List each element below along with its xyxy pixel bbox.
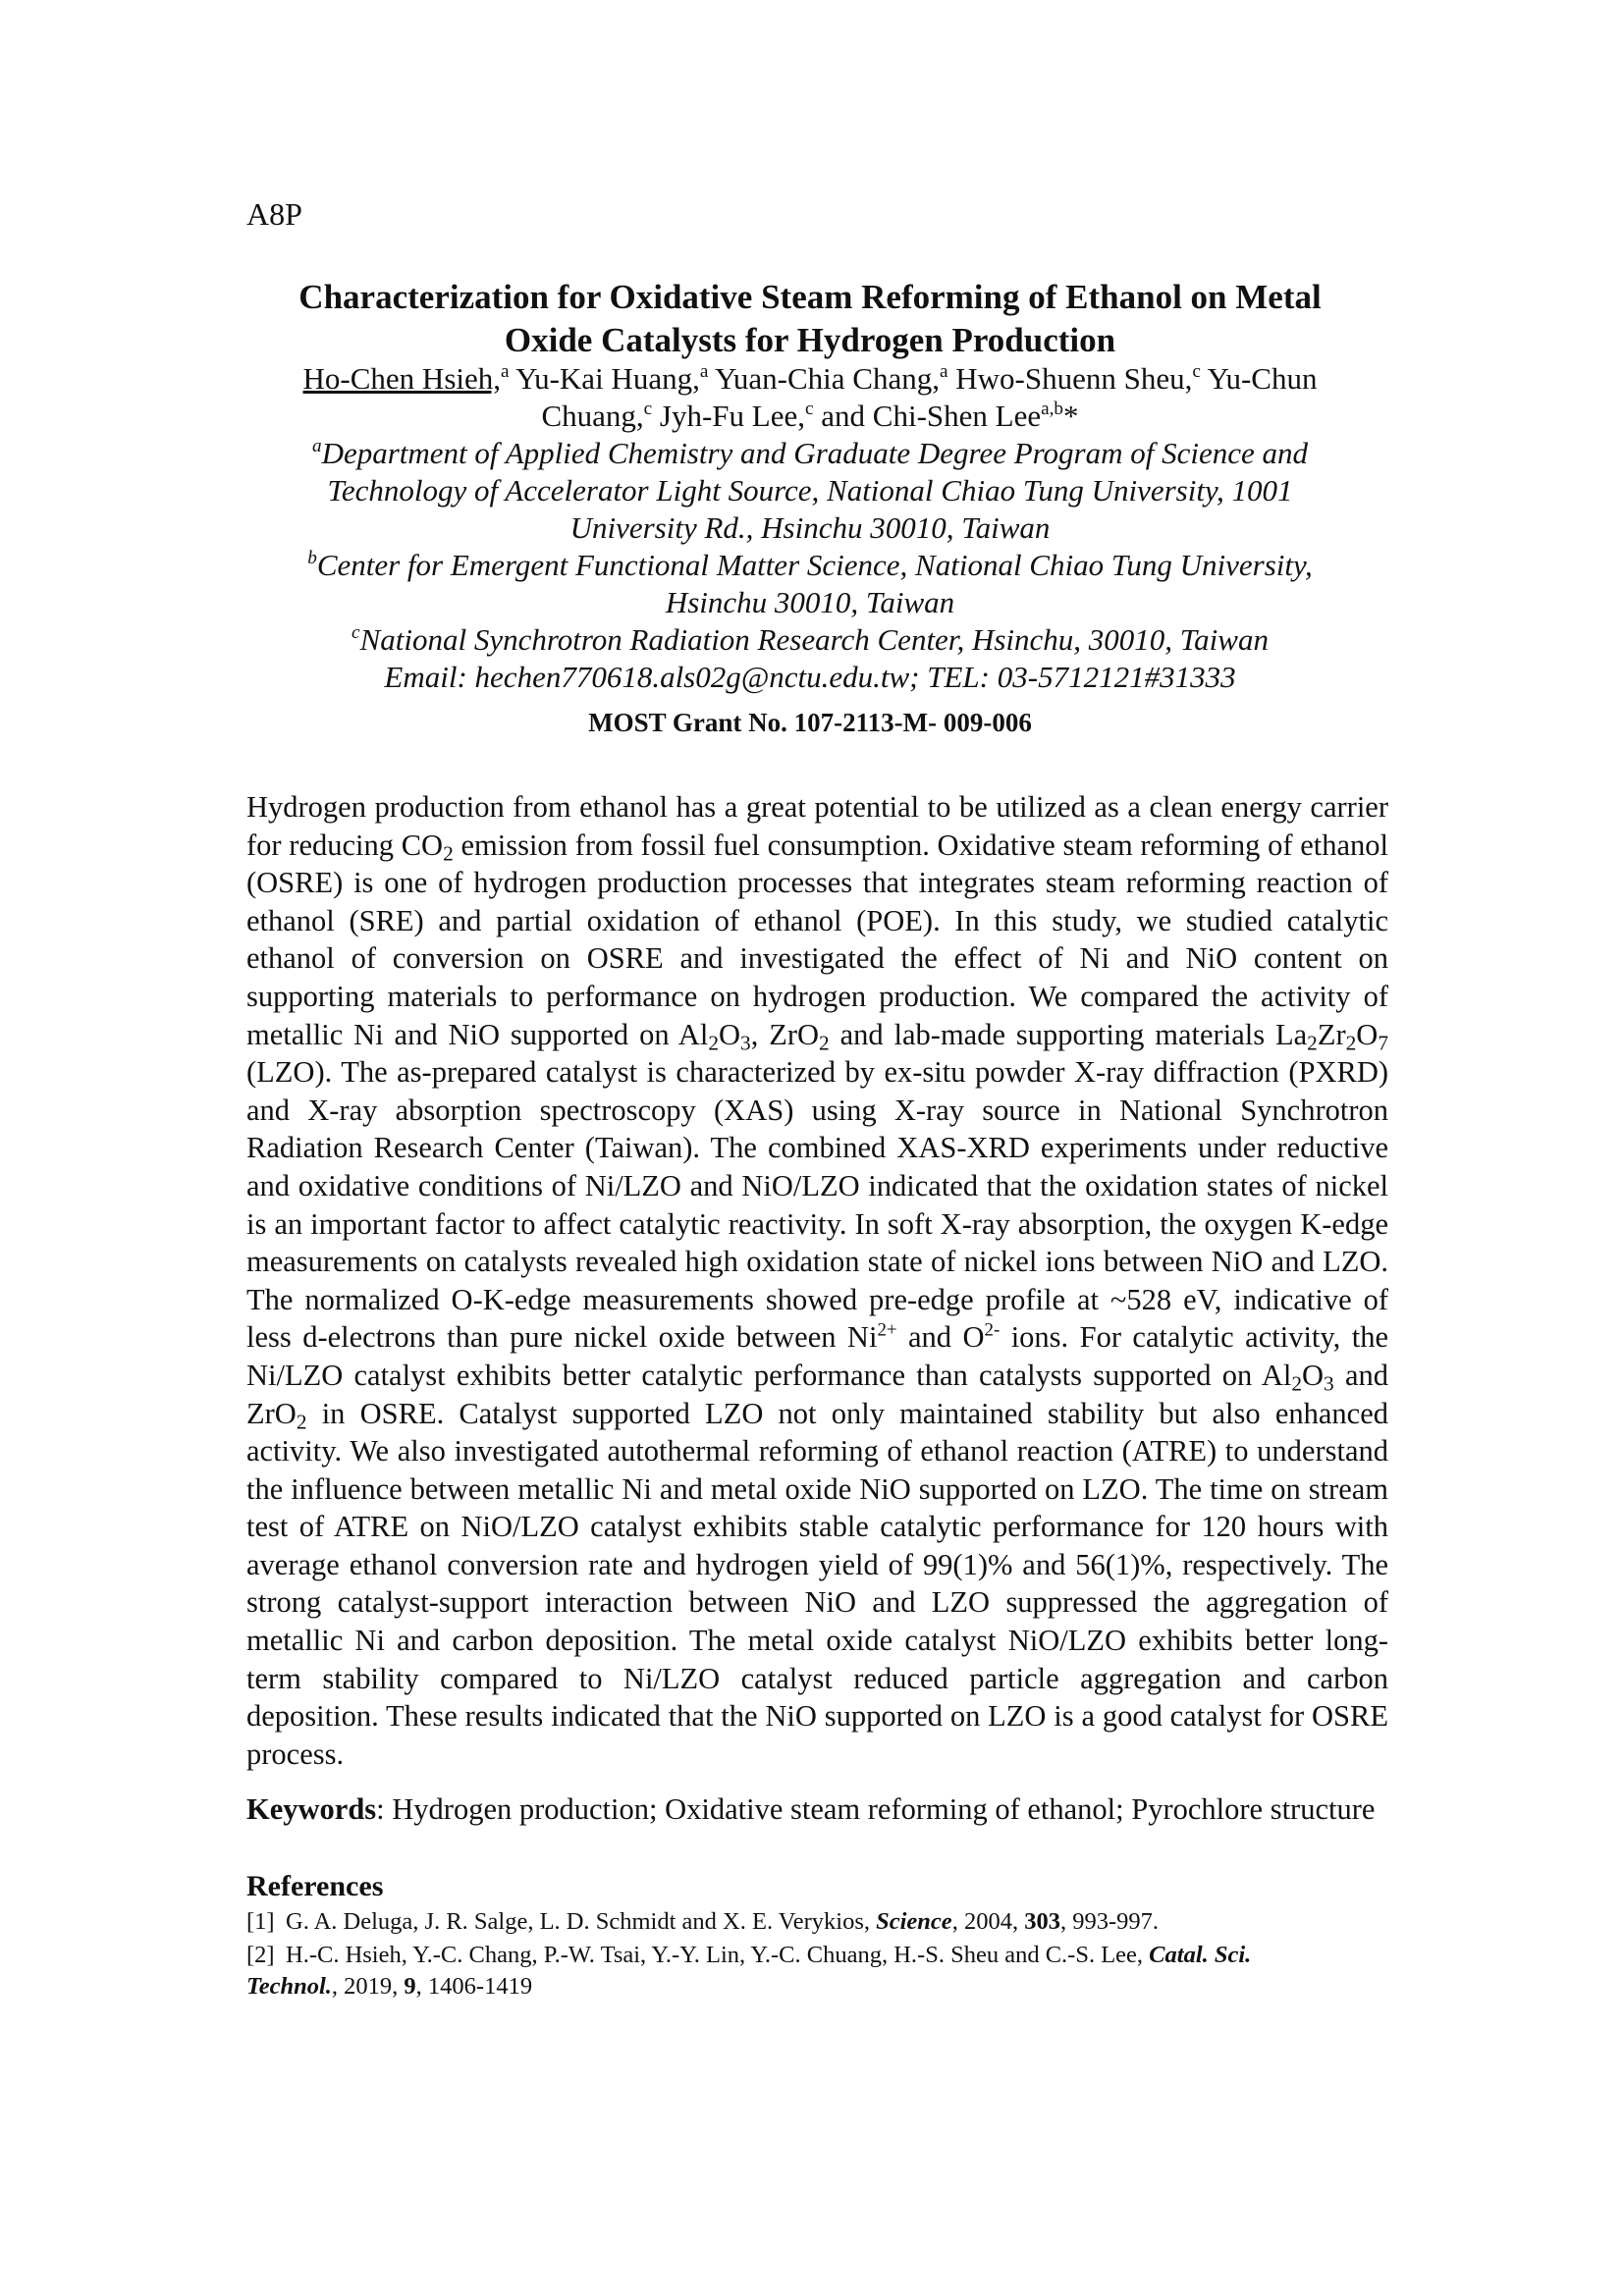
author-list-line-2 xyxy=(177,398,1443,435)
affiliation-a-line-3: University Rd., Hsinchu 30010, Taiwan xyxy=(569,510,1051,545)
affil-mark: c xyxy=(1192,361,1201,383)
grant-number: MOST Grant No. 107-2113-M- 009-006 xyxy=(588,708,1032,737)
affil-mark: a xyxy=(939,361,948,383)
keywords-label: Keywords xyxy=(246,1792,377,1826)
affiliation-b-line-2: Hsinchu 30010, Taiwan xyxy=(665,585,955,619)
paper-title-line-1: Characterization for Oxidative Steam Reforming of Ethanol on Metal xyxy=(298,278,1322,316)
author: Chuang, xyxy=(541,399,644,433)
author-list-line-1 xyxy=(177,360,1443,398)
references-heading: References xyxy=(246,1870,384,1902)
reference-item: [2] H.-C. Hsieh, Y.-C. Chang, P.-W. Tsai, Y.-Y. Lin, Y.-C. Chuang, H.-S. Sheu and C.-S. Lee, Catal. Sci. xyxy=(246,1942,1252,1968)
paper-title-line-2: Oxide Catalysts for Hydrogen Production xyxy=(504,321,1116,359)
author: Jyh-Fu Lee, xyxy=(652,399,805,433)
author: Hwo-Shuenn Sheu, xyxy=(947,361,1193,396)
author: and Chi-Shen Lee xyxy=(813,399,1042,433)
affil-mark: a xyxy=(699,361,709,383)
affiliation-a-line-1: $^a$Department of Applied Chemistry and Graduate Degree Program of Science and xyxy=(311,436,1309,470)
affil-mark: a,b xyxy=(1041,399,1064,420)
keywords-text: : Hydrogen production; Oxidative steam reforming of ethanol; Pyrochlore structure xyxy=(376,1792,1376,1826)
contact-email-line: Email: hechen770618.als02g@nctu.edu.tw; TEL: 03-5712121#31333 xyxy=(384,660,1236,694)
abstract-body xyxy=(246,788,1388,1773)
keywords xyxy=(246,1790,1388,1829)
affil-mark: c xyxy=(805,399,814,420)
corresponding-mark: * xyxy=(1063,399,1079,433)
reference-item: [1] G. A. Deluga, J. R. Salge, L. D. Schmidt and X. E. Verykios, Science, 2004, 303, 993-997. xyxy=(246,1908,1159,1935)
affiliation-c-line-1: $^c$National Synchrotron Radiation Research Center, Hsinchu, 30010, Taiwan xyxy=(352,622,1269,657)
author: Yu-Chun xyxy=(1200,361,1318,396)
author: Yuan-Chia Chang, xyxy=(708,361,940,396)
abstract-paragraph: Hydrogen production from ethanol has a great potential to be utilized as a clean energy carrier for reducing $CO_2$ emission from fossil fuel consumption. Oxidative steam reforming of ethanol (OSRE) is one of hydrogen production processes that integrates steam reforming reaction of ethanol (SRE) and partial oxidation of ethanol (POE). In this study, we studied catalytic ethanol of conversion on OSRE and investigated the effect of Ni and NiO content on supporting materials to performance on hydrogen production. We compared the activity of metallic Ni and NiO supported on $Al_2O_3$, ZrO$_2$ and lab-made supporting materials $La_2Zr_2O_7$ (LZO). The as-prepared catalyst is characterized by ex-situ powder X-ray diffraction (PXRD) and X-ray absorption spectroscopy (XAS) using X-ray source in National Synchrotron Radiation Research Center (Taiwan). The combined XAS-XRD experiments under reductive and oxidative conditions of Ni/LZO and NiO/LZO indicated that the oxidation states of nickel is an important factor to affect catalytic reactivity. In soft X-ray absorption, the oxygen K-edge measurements on catalysts revealed high oxidation state of nickel ions between NiO and LZO. The normalized O-K-edge measurements showed pre-edge profile at ~528 eV, indicative of less d-electrons than pure nickel oxide between $Ni^{2+}$ and $O^{2-}$ ions. For catalytic activity, the Ni/LZO catalyst exhibits better catalytic performance than catalysts supported on $Al_2O_3$ and ZrO$_2$ in OSRE. Catalyst supported LZO not only maintained stability but also enhanced activity. We also investigated autothermal reforming of ethanol reaction (ATRE) to understand the influence between metallic Ni and metal oxide NiO supported on LZO. The time on stream test of ATRE on NiO/LZO catalyst exhibits stable catalytic performance for 120 hours with average ethanol conversion rate and hydrogen yield of 99(1)% and 56(1)%, respectively. The strong catalyst-support interaction between NiO and LZO suppressed the aggregation of metallic Ni and carbon deposition. The metal oxide catalyst NiO/LZO exhibits better long-term stability compared to Ni/LZO catalyst reduced particle aggregation and carbon deposition. These results indicated that the NiO supported on LZO is a good catalyst for OSRE process. xyxy=(246,790,1389,1771)
affil-mark: c xyxy=(643,399,653,420)
abstract-code: A8P xyxy=(246,196,302,232)
author: Yu-Kai Huang, xyxy=(509,361,700,396)
affil-mark: a xyxy=(501,361,510,383)
presenting-author: Ho-Chen Hsieh, xyxy=(302,361,502,396)
affiliation-a-line-2: Technology of Accelerator Light Source, National Chiao Tung University, 1001 xyxy=(327,473,1293,507)
affiliation-b-line-1: $^b$Center for Emergent Functional Matter Science, National Chiao Tung University, xyxy=(307,548,1313,582)
reference-item-continuation: Technol., 2019, 9, 1406-1419 xyxy=(246,1973,533,2000)
